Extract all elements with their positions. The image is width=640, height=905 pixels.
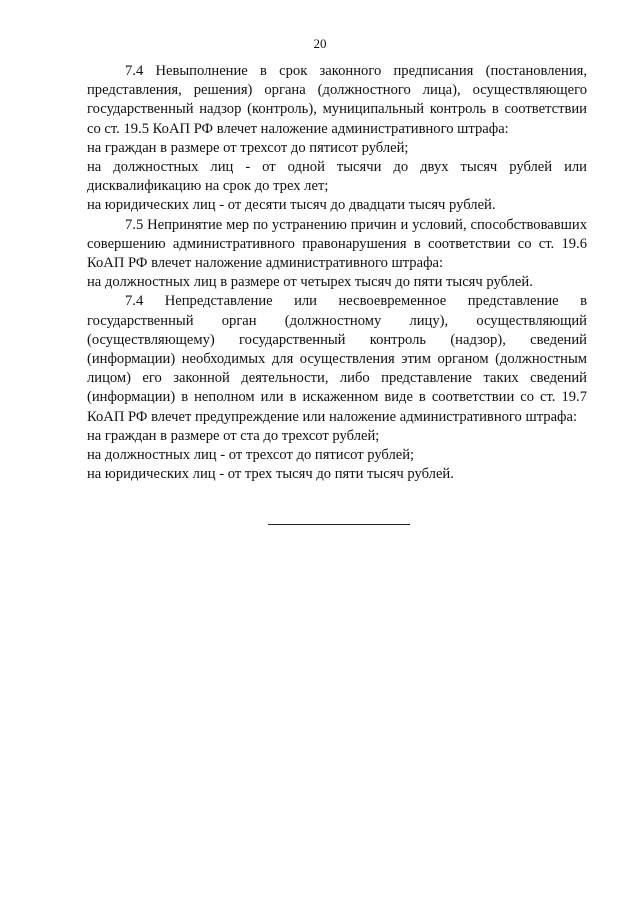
section-7-4-a-item-citizens: на граждан в размере от трехсот до пятисот рублей; — [87, 139, 409, 156]
section-7-4-a-item-officials: на должностных лиц - от одной тысячи до двух тысяч рублей или дисквалификацию на срок до трех лет; — [87, 159, 587, 195]
section-7-4-b-lead: 7.4 Непредставление или несвоевременное представление в государственный орган (должностному лицу), осуществляющий (осуществляющему) государственный контроль (надзор), сведений (информации) необходимых для осуществления этим органом (должностным лицом) его законной деятельности, либо представление таких сведений (информации) в неполном или в искаженном виде в соответствии со ст. 19.7 КоАП РФ влечет предупреждение или наложение административного штрафа: — [87, 293, 587, 425]
section-7-5-item-officials: на должностных лиц в размере от четырех тысяч до пяти тысяч рублей. — [87, 274, 533, 291]
section-7-4-a-lead: 7.4 Невыполнение в срок законного предписания (постановления, представления, решения) органа (должностного лица), осуществляющего государственный надзор (контроль), муниципальный контроль в соответствии со ст. 19.5 КоАП РФ влечет наложение административного штрафа: — [87, 63, 587, 137]
closing-divider-line — [268, 524, 410, 525]
section-7-5-lead: 7.5 Непринятие мер по устранению причин и условий, способствовавших совершению административного правонарушения в соответствии со ст. 19.6 КоАП РФ влечет наложение административного штрафа: — [87, 216, 587, 272]
section-7-4-b-item-citizens: на граждан в размере от ста до трехсот рублей; — [87, 427, 380, 444]
page-number: 20 — [313, 36, 327, 51]
section-7-4-b-item-officials: на должностных лиц - от трехсот до пятисот рублей; — [87, 447, 415, 464]
document-body — [87, 62, 587, 484]
section-7-4-b-item-legal-entities: на юридических лиц - от трех тысяч до пяти тысяч рублей. — [87, 466, 454, 483]
section-7-4-a-item-legal-entities: на юридических лиц - от десяти тысяч до двадцати тысяч рублей. — [87, 197, 496, 214]
